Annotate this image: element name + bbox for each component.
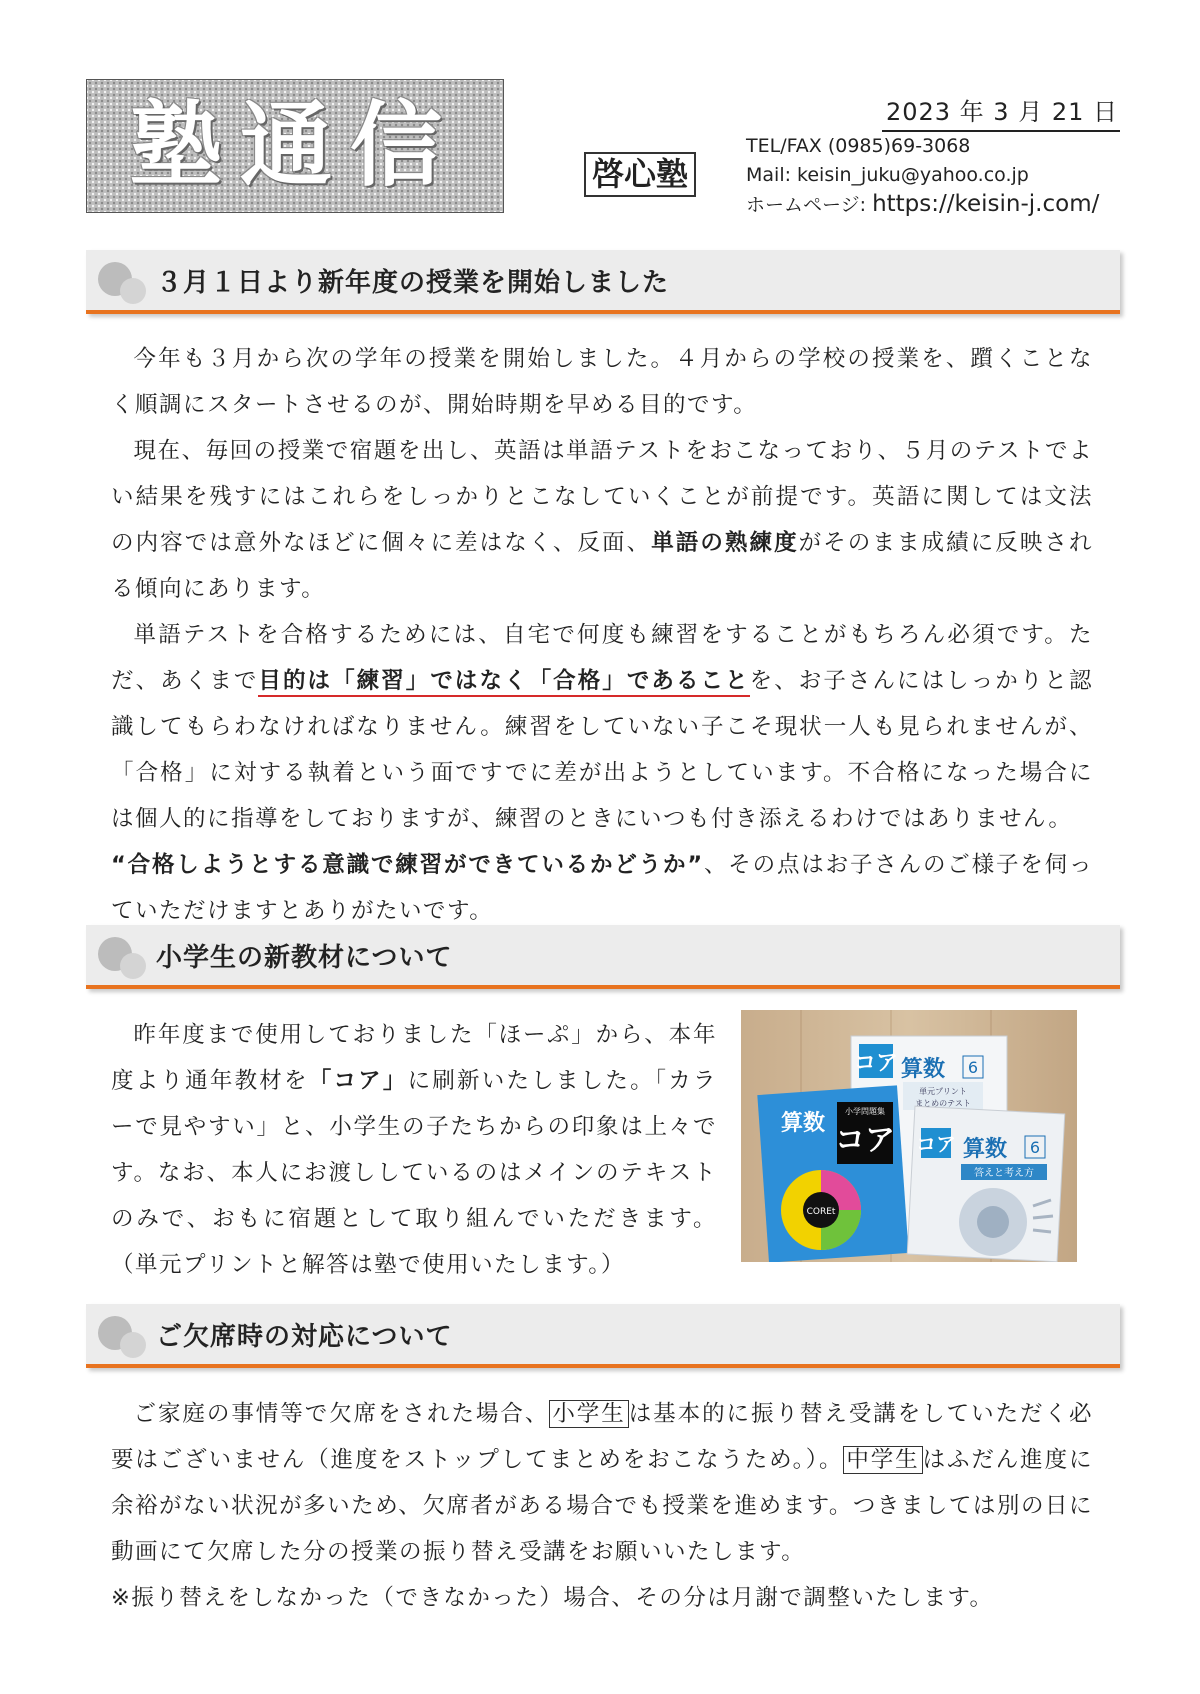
tel-fax: TEL/FAX (0985)69-3068 bbox=[746, 135, 971, 157]
school-logo: 啓心塾 bbox=[584, 152, 696, 197]
section-title: 小学生の新教材について bbox=[156, 943, 453, 973]
emphasis-text: 「コア」 bbox=[308, 1068, 408, 1094]
section-body-absence bbox=[111, 1391, 1093, 1621]
section-heading-absence bbox=[86, 1304, 1120, 1368]
text-run: 、その点はお子さんのご様子を伺っていただけますとありがたいです。 bbox=[111, 852, 1093, 924]
book-line-text: 単元プリント bbox=[919, 1087, 967, 1096]
textbook-photo bbox=[741, 1010, 1077, 1262]
newsletter-title: 塾通信 bbox=[129, 92, 460, 199]
heading-circle-icon bbox=[120, 1332, 146, 1358]
book-subject-text: 算数 bbox=[781, 1111, 826, 1136]
paragraph bbox=[111, 612, 1093, 842]
book-logo-text: コア bbox=[835, 1123, 895, 1158]
text-run: に刷新いたしました。「カラーで見やすい」と、小学生の子たちからの印象は上々です。なお、本人にお渡ししているのはメインのテキストのみで、おもに宿題として取り組んでいただきます。（単元プリントと解答は塾で使用いたします。） bbox=[111, 1068, 717, 1278]
book-grade-text: 6 bbox=[1029, 1138, 1041, 1157]
section-title: ３月１日より新年度の授業を開始しました bbox=[156, 268, 670, 298]
mail-address: Mail: keisin_juku@yahoo.co.jp bbox=[746, 164, 1029, 186]
book-series-text: 小学問題集 bbox=[845, 1107, 885, 1116]
heading-circle-icon bbox=[120, 278, 146, 304]
paragraph bbox=[111, 1012, 717, 1288]
book-caption-text: 答えと考え方 bbox=[974, 1168, 1034, 1179]
homepage-url: https://keisin-j.com/ bbox=[872, 191, 1100, 217]
homepage bbox=[746, 190, 1099, 220]
paragraph bbox=[111, 842, 1093, 934]
emphasis-text: “合格しようとする意識で練習ができているかどうか” bbox=[111, 852, 704, 878]
book-line-text: まとめのテスト bbox=[915, 1099, 971, 1108]
text-run: ご家庭の事情等で欠席をされた場合、 bbox=[133, 1401, 550, 1427]
issue-date: 2023 年 3 月 21 日 bbox=[882, 92, 1120, 132]
book-subject-text: 算数 bbox=[963, 1137, 1008, 1162]
section-heading-new-year bbox=[86, 250, 1120, 314]
text-run: 単語テストを合格するためには、自宅で何度も練習をすることがもちろん必須です。ただ、あくまで bbox=[111, 622, 1093, 694]
book-badge-text: COREt bbox=[806, 1207, 836, 1217]
heading-circle-icon bbox=[120, 953, 146, 979]
section-body-new-year bbox=[111, 336, 1093, 934]
book-subject-text: 算数 bbox=[901, 1057, 946, 1082]
book-grade-text: 6 bbox=[967, 1058, 979, 1077]
boxed-label-elementary: 小学生 bbox=[549, 1400, 628, 1428]
text-run: 現在、毎回の授業で宿題を出し、英語は単語テストをおこなっており、５月のテストでよい結果を残すにはこれらをしっかりとこなしていくことが前提です。英語に関しては文法の内容では意外なほどに個々に差はなく、反面、 bbox=[111, 438, 1093, 556]
text-run: 昨年度まで使用しておりました「ほーぷ」から、本年度より通年教材を bbox=[111, 1022, 717, 1094]
book-logo-text: コア bbox=[853, 1051, 899, 1076]
boxed-label-junior-high: 中学生 bbox=[843, 1446, 922, 1474]
contact-info bbox=[746, 132, 1099, 220]
emphasis-text: 単語の熟練度 bbox=[651, 530, 799, 556]
text-run: を、お子さんにはしっかりと認識してもらわなければなりません。練習をしていない子こそ現状一人も見られませんが、「合格」に対する執着という面ですでに差が出ようとしています。不合格になった場合には個人的に指導をしておりますが、練習のときにいつも付き添えるわけではありません。 bbox=[111, 668, 1093, 832]
text-run: はふだん進度に余裕がない状況が多いため、欠席者がある場合でも授業を進めます。つきましては別の日に動画にて欠席した分の授業の振り替え受講をお願いいたします。 bbox=[111, 1447, 1093, 1565]
book-logo-text: コア bbox=[916, 1132, 956, 1156]
section-body-new-materials bbox=[111, 1012, 717, 1288]
newsletter-title-box bbox=[86, 79, 504, 213]
paragraph: 今年も３月から次の学年の授業を開始しました。４月からの学校の授業を、躓くことなく順調にスタートさせるのが、開始時期を早める目的です。 bbox=[111, 346, 1093, 418]
underlined-emphasis: 目的は「練習」ではなく「合格」であること bbox=[258, 668, 749, 697]
paragraph bbox=[111, 1391, 1093, 1575]
text-run: は基本的に振り替え受講をしていただく必要はございません（進度をストップしてまとめをおこなうため。）。 bbox=[111, 1401, 1093, 1473]
text-run: がそのまま成績に反映される傾向にあります。 bbox=[111, 530, 1093, 602]
section-heading-new-materials bbox=[86, 925, 1120, 989]
paragraph bbox=[111, 428, 1093, 612]
note-paragraph: ※振り替えをしなかった（できなかった）場合、その分は月謝で調整いたします。 bbox=[111, 1585, 994, 1611]
homepage-label: ホームページ: bbox=[746, 194, 873, 216]
section-title: ご欠席時の対応について bbox=[156, 1322, 453, 1352]
